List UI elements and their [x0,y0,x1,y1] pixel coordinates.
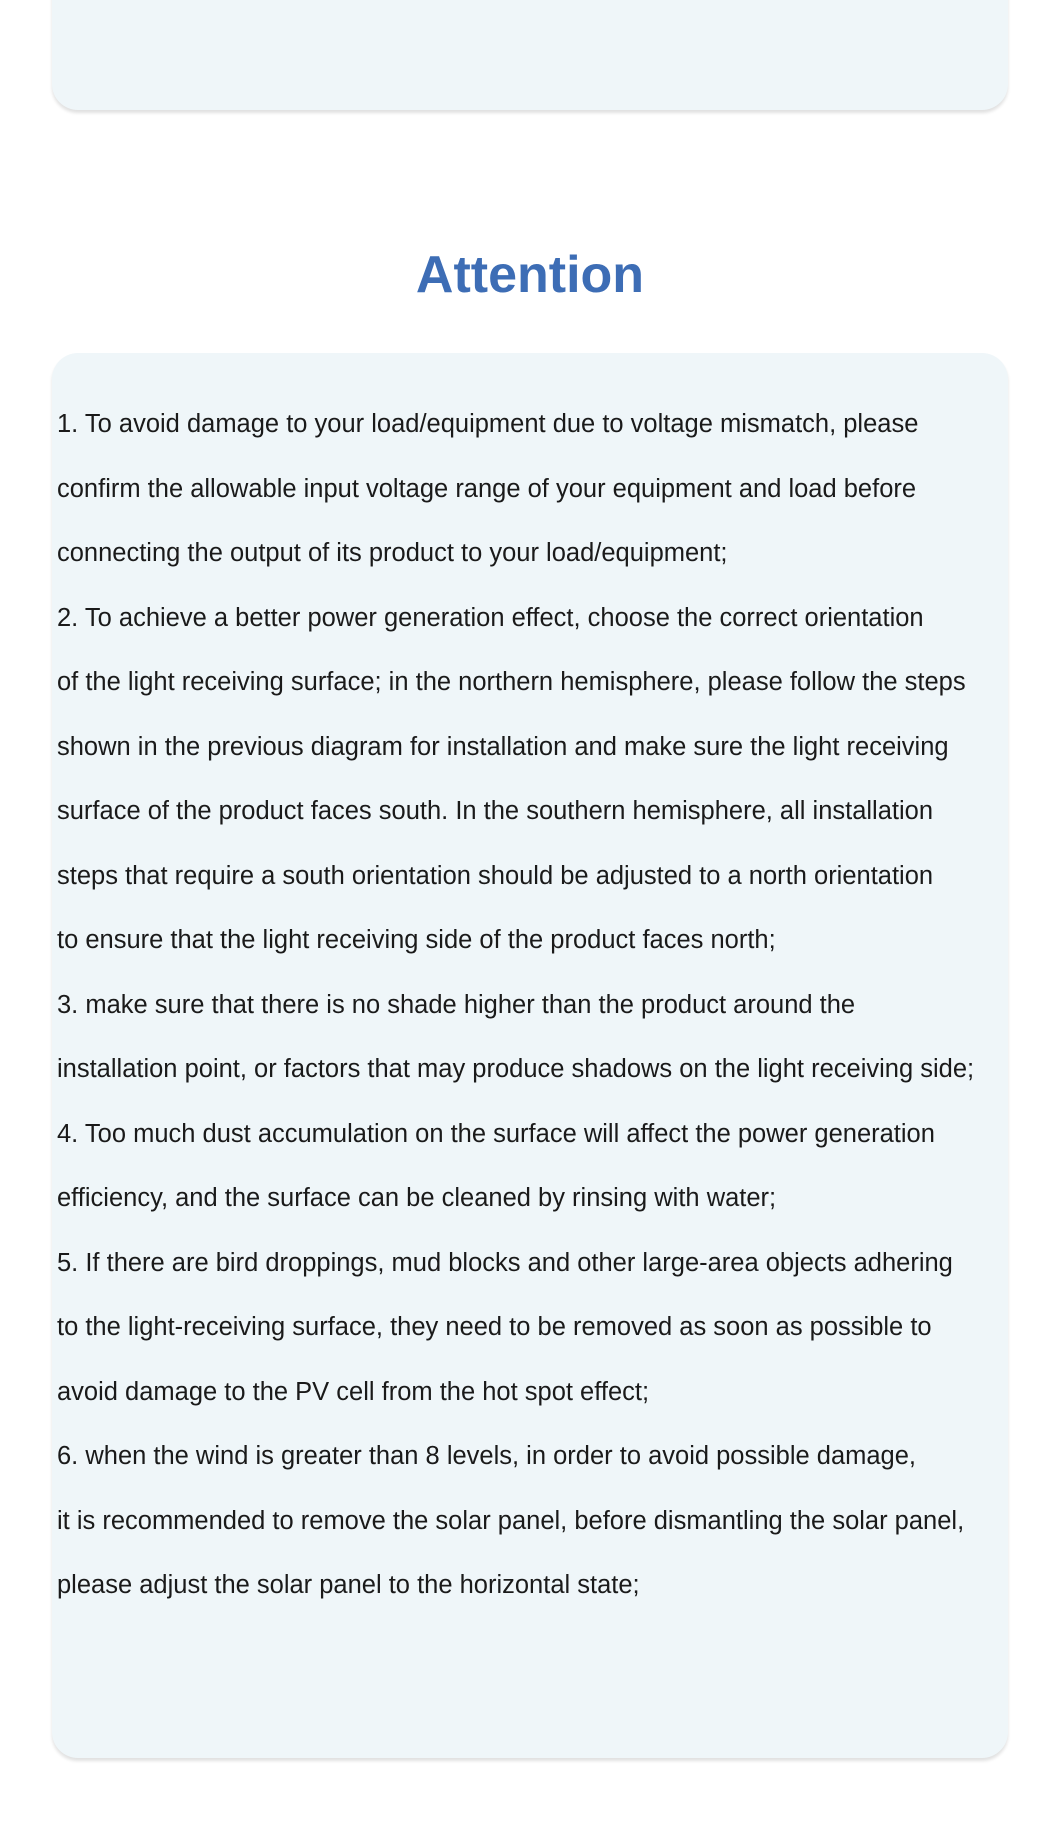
text-line: it is recommended to remove the solar panel, before dismantling the solar panel, [57,1506,965,1535]
text-line: 2. To achieve a better power generation effect, choose the correct orientation [57,603,924,632]
text-line: avoid damage to the PV cell from the hot spot effect; [57,1377,650,1406]
text-line: confirm the allowable input voltage range of your equipment and load before [57,474,917,503]
text-line: connecting the output of its product to your load/equipment; [57,539,728,567]
text-line: installation point, or factors that may produce shadows on the light receiving side; [57,1055,975,1083]
text-line: of the light receiving surface; in the northern hemisphere, please follow the steps [57,668,966,696]
attention-text [57,392,974,1618]
text-line: 6. when the wind is greater than 8 levels, in order to avoid possible damage, [57,1442,917,1470]
text-line: efficiency, and the surface can be cleaned by rinsing with water; [57,1184,777,1212]
top-card-panel [52,0,1008,110]
text-line: 3. make sure that there is no shade higher than the product around the [57,990,856,1019]
text-line: 4. Too much dust accumulation on the surface will affect the power generation [57,1119,935,1148]
text-line: shown in the previous diagram for installation and make sure the light receiving [57,732,949,761]
text-line: 5. If there are bird droppings, mud blocks and other large-area objects adhering [57,1248,953,1277]
text-line: surface of the product faces south. In the southern hemisphere, all installation [57,797,934,825]
text-line: to the light-receiving surface, they need to be removed as soon as possible to [57,1313,932,1341]
text-line: please adjust the solar panel to the horizontal state; [57,1571,640,1599]
text-line: to ensure that the light receiving side of the product faces north; [57,926,776,954]
page-title: Attention [415,246,645,304]
text-line: steps that require a south orientation should be adjusted to a north orientation [57,861,934,890]
text-line: 1. To avoid damage to your load/equipment due to voltage mismatch, please [57,410,919,438]
